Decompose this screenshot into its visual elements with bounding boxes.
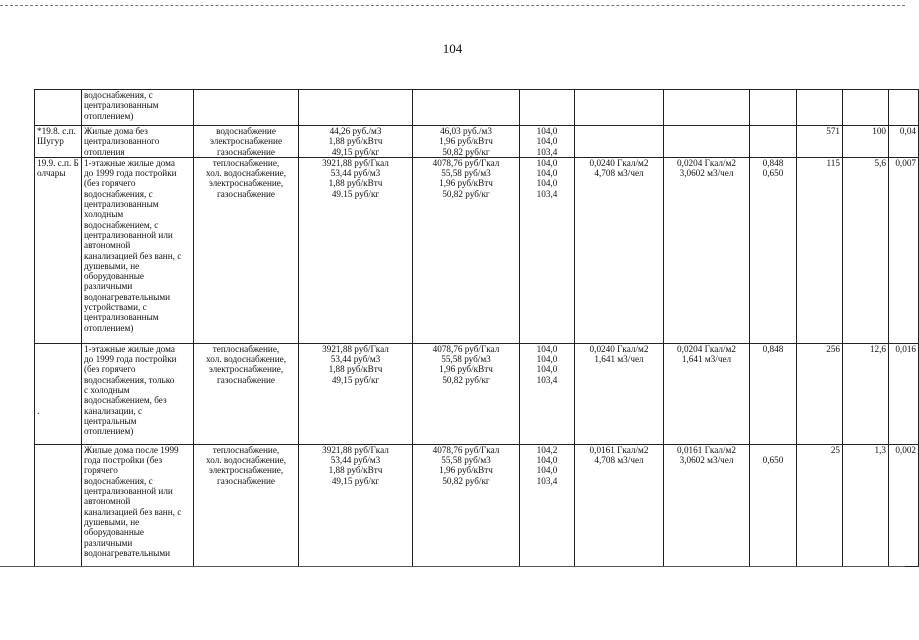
category-line: водонагревательными: [84, 291, 171, 302]
percent-cell: [843, 157, 889, 343]
category-cell: [82, 157, 194, 343]
category-cell: [82, 444, 194, 566]
services-cell: [194, 343, 299, 444]
count-cell: [797, 157, 843, 343]
percent-cell: [843, 126, 889, 158]
tariff-new-cell: [413, 343, 520, 444]
tariff-new-line: 4078,76 руб/Гкал: [432, 157, 500, 168]
count-value: 256: [826, 343, 840, 354]
category-line: (без горячего: [84, 178, 136, 189]
share-value: 0,04: [899, 126, 916, 136]
services-line: газоснабжение: [217, 146, 275, 157]
norm-old-line: 0,0240 Гкал/м2: [589, 157, 649, 168]
tariff-new-cell: [413, 444, 520, 566]
tariff-old-line: 53,44 руб/м3: [330, 168, 381, 179]
index-line: 104,0: [536, 178, 558, 189]
index-line: 103,4: [536, 188, 558, 199]
index-cell: [520, 157, 575, 343]
settlement-text: 19.9. с.п. Болчары: [37, 157, 79, 179]
category-line: 1-этажные жилые дома: [84, 343, 175, 354]
tariff-new-line: 1,96 руб/кВтч: [439, 364, 493, 375]
tariff-new-line: 55,58 руб/м3: [441, 354, 491, 365]
category-line: холодным: [84, 209, 124, 220]
category-cell: [82, 90, 194, 126]
count-cell: [843, 90, 889, 126]
services-line: газоснабжение: [217, 188, 275, 199]
tariff-new-line: 55,58 руб/м3: [441, 455, 491, 466]
index-line: 104,0: [536, 126, 558, 136]
tariff-old-line: 49.15 руб/кг: [331, 188, 380, 199]
norm-old-cell: [575, 126, 664, 158]
category-line: канализации, с: [84, 405, 143, 416]
tariff-new-line: 46,03 руб./м3: [440, 126, 492, 136]
category-line: года постройки (без: [84, 455, 163, 466]
page-number: 104: [442, 41, 463, 56]
category-line: централизованным: [84, 100, 159, 111]
table-row: [35, 157, 919, 343]
services-line: электроснабжение,: [208, 465, 284, 476]
index-cell: [520, 126, 575, 158]
index-line: 104,0: [536, 354, 558, 365]
category-line: централизованным: [84, 312, 159, 323]
services-line: газоснабжение: [217, 374, 275, 385]
category-line: централизованной или: [84, 229, 173, 240]
index-line: 104,0: [536, 168, 558, 179]
norm-old-line: 0,0240 Гкал/м2: [589, 343, 649, 354]
tariff-old-line: 53,44 руб/м3: [330, 455, 381, 466]
tariff-new-line: 4078,76 руб/Гкал: [432, 444, 500, 455]
table-row: [35, 343, 919, 444]
services-line: хол. водоснабжение,: [205, 455, 287, 466]
category-line: водоснабжением, без: [84, 395, 167, 406]
tariff-new-cell: [413, 126, 520, 158]
index-line: 104,0: [536, 465, 558, 476]
tariff-old-cell: [299, 90, 413, 126]
category-line: оборудованные: [84, 271, 144, 282]
category-line: отоплением): [84, 110, 134, 121]
services-line: хол. водоснабжение,: [205, 168, 287, 179]
settlement-text: *19.8. с.п. Шугур: [37, 126, 76, 147]
services-line: газоснабжение: [217, 475, 275, 486]
tariff-old-line: 53,44 руб/м3: [330, 354, 381, 365]
category-line: канализацией без ванн, с: [84, 506, 182, 517]
norm-old-cell: [575, 90, 664, 126]
category-line: горячего: [84, 465, 118, 476]
coef-a-cell: [750, 444, 797, 566]
norm-new-line: 1,641 м3/чел: [681, 354, 732, 365]
category-line: Жилые дома без: [84, 126, 148, 136]
percent-value: 5,6: [874, 157, 886, 168]
tariff-old-cell: [299, 444, 413, 566]
category-line: душевыми, не: [84, 260, 140, 271]
category-line: централизованного: [84, 136, 160, 147]
tariff-new-line: 50,82 руб/кг: [442, 146, 490, 157]
category-line: с холодным: [84, 385, 130, 396]
norm-new-line: 0,0204 Гкал/м2: [677, 157, 736, 168]
category-line: душевыми, не: [84, 516, 140, 527]
count-cell: [797, 343, 843, 444]
settlement-cell: [35, 126, 82, 158]
services-cell: [194, 444, 299, 566]
norm-new-cell: [664, 126, 750, 158]
coef-a-line: [752, 445, 794, 455]
services-line: теплоснабжение,: [212, 343, 280, 354]
category-line: различными: [84, 537, 133, 548]
services-line: теплоснабжение,: [212, 444, 280, 455]
category-line: 1-этажные жилые дома: [84, 157, 175, 168]
count-value: 571: [826, 126, 840, 136]
services-cell: [194, 126, 299, 158]
category-cell: [82, 343, 194, 444]
coef-a-cell: [750, 343, 797, 444]
tariff-new-line: 1,96 руб/кВтч: [439, 136, 493, 147]
category-line: до 1999 года постройки: [84, 354, 177, 365]
tariff-new-line: 50,82 руб/кг: [442, 374, 490, 385]
tariff-new-cell: [413, 90, 520, 126]
category-line: канализацией без ванн, с: [84, 250, 182, 261]
services-line: электроснабжение,: [208, 364, 284, 375]
share-cell: [889, 126, 919, 158]
norm-new-cell: [664, 343, 750, 444]
tariff-old-line: 49,15 руб/кг: [331, 374, 380, 385]
index-cell: [520, 90, 575, 126]
percent-value: 12,6: [869, 343, 886, 354]
share-value: 0,002: [895, 444, 916, 455]
category-line: (без горячего: [84, 364, 136, 375]
tariff-new-line: 50,82 руб/кг: [442, 475, 490, 486]
index-line: 104,0: [536, 455, 558, 466]
tariff-old-line: 49,15 руб/кг: [331, 475, 380, 486]
category-line: водоснабжения, только: [84, 374, 175, 385]
tariff-old-line: 1,88 руб/кВтч: [328, 465, 383, 476]
norm-old-line: 4,708 м3/чел: [594, 455, 644, 466]
tariff-new-line: 1,96 руб/кВтч: [439, 178, 493, 189]
tariff-new-line: 50,82 руб/кг: [442, 188, 490, 199]
category-line: центральным: [84, 415, 137, 426]
tariff-old-line: 3921,88 руб/Гкал: [322, 343, 389, 354]
norm-new-cell: [664, 157, 750, 343]
index-line: 104,0: [536, 157, 558, 168]
norm-new-line: 0,0204 Гкал/м2: [677, 343, 736, 354]
norm-old-line: 1,641 м3/чел: [594, 354, 644, 365]
share-cell: [889, 444, 919, 566]
index-line: 104,2: [536, 444, 558, 455]
coef-a-line: 0,650: [762, 455, 784, 466]
share-value: 0,016: [895, 343, 916, 354]
services-line: электроснабжение,: [208, 178, 284, 189]
norm-old-line: 0,0161 Гкал/м2: [589, 444, 649, 455]
coef-a-line: 0,848: [762, 157, 784, 168]
percent-cell: [843, 444, 889, 566]
tariff-new-cell: [413, 157, 520, 343]
index-line: 103,4: [536, 146, 558, 157]
norm-new-line: 3,0602 м3/чел: [679, 168, 734, 179]
category-line: оборудованные: [84, 527, 144, 538]
settlement-cell: [35, 444, 82, 566]
count-value: 115: [826, 157, 840, 168]
category-line: водоснабжением, с: [84, 219, 159, 230]
norm-new-line: 0,0161 Гкал/м2: [677, 444, 736, 455]
services-line: водоснабжение: [216, 126, 276, 136]
category-line: централизованным: [84, 199, 159, 210]
services-line: теплоснабжение,: [212, 157, 280, 168]
table-row: [35, 444, 919, 566]
category-line: водоснабжения, с: [84, 90, 153, 100]
tariff-old-line: 1,88 руб/кВтч: [328, 178, 383, 189]
tariff-table: [34, 89, 919, 567]
settlement-cell: [35, 343, 82, 444]
norm-new-cell: [664, 90, 750, 126]
category-line: отоплением): [84, 426, 134, 437]
page-top-border: [0, 5, 905, 6]
norm-old-cell: [575, 343, 664, 444]
coef-a-cell: [750, 157, 797, 343]
norm-old-cell: [575, 444, 664, 566]
index-line: 104,0: [536, 136, 558, 147]
category-line: автономной: [84, 240, 131, 251]
norm-new-line: 3,0602 м3/чел: [679, 455, 734, 466]
tariff-old-line: 3921,88 руб/Гкал: [322, 157, 389, 168]
category-line: автономной: [84, 496, 131, 507]
tariff-old-line: 1,88 руб/кВтч: [328, 364, 383, 375]
services-cell: [194, 157, 299, 343]
page-bottom-border: [0, 566, 905, 567]
index-line: 104,0: [536, 364, 558, 375]
norm-old-line: 4,708 м3/чел: [594, 168, 644, 179]
table-row: [35, 126, 919, 158]
norm-new-cell: [664, 444, 750, 566]
tariff-new-line: 1,96 руб/кВтч: [439, 465, 493, 476]
category-cell: [82, 126, 194, 158]
share-cell: [889, 90, 919, 126]
settlement-cell: [35, 157, 82, 343]
percent-cell: [843, 343, 889, 444]
norm-old-cell: [575, 157, 664, 343]
count-cell: [797, 444, 843, 566]
table-row: [35, 90, 919, 126]
category-line: водоснабжения, с: [84, 475, 153, 486]
share-cell: [889, 343, 919, 444]
category-line: отопления: [84, 146, 125, 157]
coef-a-line: 0,848: [762, 343, 784, 354]
tariff-old-cell: [299, 126, 413, 158]
tariff-old-line: 3921,88 руб/Гкал: [322, 444, 389, 455]
settlement-cell: [35, 90, 82, 126]
coef-a-line: 0,650: [762, 168, 784, 179]
category-line: централизованной или: [84, 486, 173, 497]
tariff-new-line: 4078,76 руб/Гкал: [432, 343, 500, 354]
index-cell: [520, 444, 575, 566]
index-line: 103,4: [536, 475, 558, 486]
category-line: устройствами, с: [84, 302, 147, 313]
share-cell: [889, 157, 919, 343]
index-line: 103,4: [536, 374, 558, 385]
tariff-old-line: 49,15 руб/кг: [331, 146, 380, 157]
category-line: водоснабжения, с: [84, 188, 153, 199]
percent-value: 100: [872, 126, 886, 136]
category-line: различными: [84, 281, 133, 292]
count-value: 25: [830, 444, 840, 455]
category-line: Жилые дома после 1999: [84, 444, 179, 455]
coef-b-cell: [797, 90, 843, 126]
services-line: хол. водоснабжение,: [205, 354, 287, 365]
index-cell: [520, 343, 575, 444]
coef-a-cell: [750, 126, 797, 158]
count-cell: [797, 126, 843, 158]
tariff-old-line: 1,88 руб/кВтч: [328, 136, 383, 147]
services-cell: [194, 90, 299, 126]
services-line: электроснабжение: [209, 136, 283, 147]
tariff-old-cell: [299, 157, 413, 343]
tariff-old-line: 44,26 руб./м3: [329, 126, 382, 136]
index-line: 104,0: [536, 343, 558, 354]
margin-mark: .: [37, 406, 40, 417]
category-line: отоплением): [84, 322, 134, 333]
category-line: водонагревательными: [84, 547, 171, 558]
tariff-old-cell: [299, 343, 413, 444]
category-line: до 1999 года постройки: [84, 168, 177, 179]
share-value: 0,007: [895, 157, 916, 168]
percent-value: 1,3: [874, 444, 886, 455]
coef-a-cell: [750, 90, 797, 126]
tariff-new-line: 55,58 руб/м3: [441, 168, 491, 179]
